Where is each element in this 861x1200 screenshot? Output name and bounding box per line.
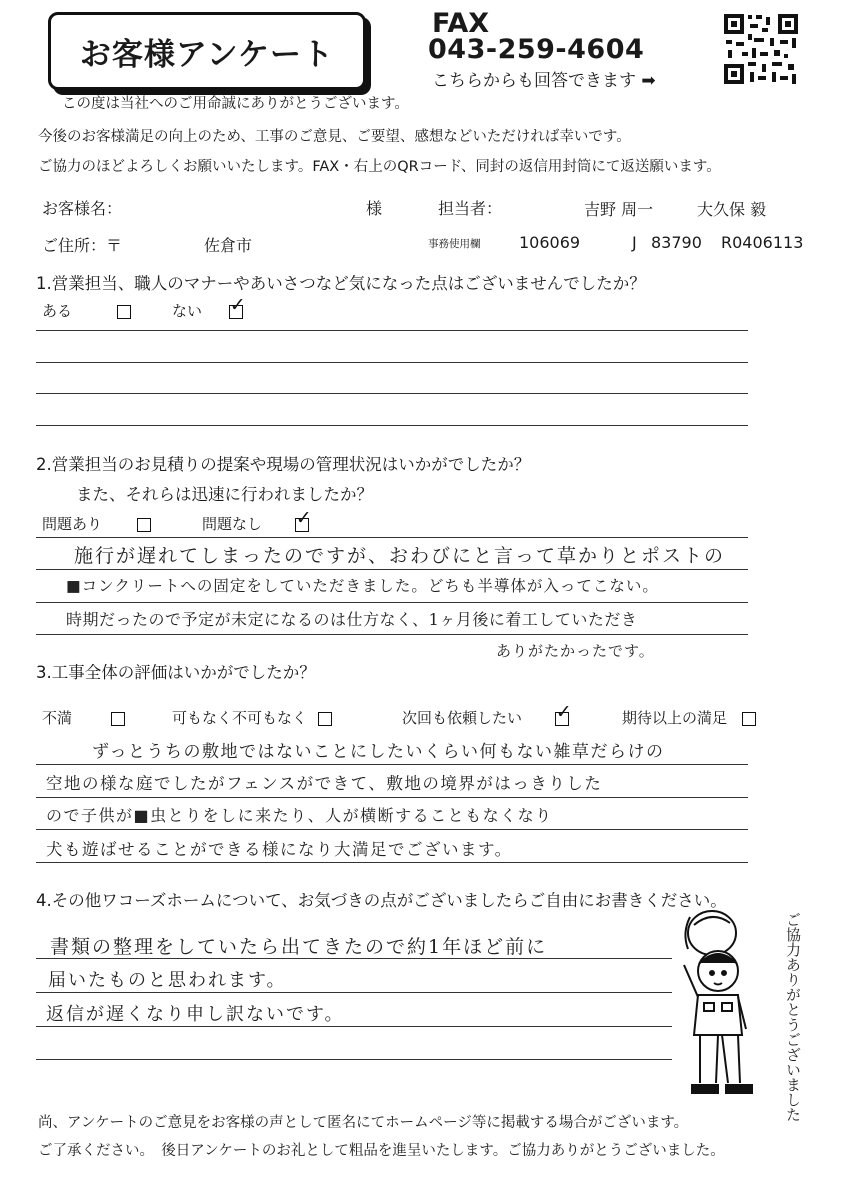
q2-answer-line-3 bbox=[36, 602, 748, 603]
q4-answer-3: 返信が遅くなり申し訳ないです。 bbox=[46, 1004, 345, 1025]
q3-answer-3: ので子供が■虫とりをしに来たり、人が横断することもなくなり bbox=[46, 806, 553, 825]
q1-answer-line-3 bbox=[36, 393, 748, 394]
intro-line-2: 今後のお客様満足の向上のため、工事のご意見、ご要望、感想などいただければ幸いです。 bbox=[38, 129, 631, 145]
office-code: J bbox=[632, 233, 637, 252]
q1-answer-line-1 bbox=[36, 330, 748, 331]
q3-option-neutral[interactable] bbox=[172, 707, 332, 728]
address-label: ご住所：〒 bbox=[42, 236, 123, 255]
q3-checkbox-neutral[interactable] bbox=[318, 712, 332, 726]
q2-answer-line-1 bbox=[36, 537, 748, 538]
q4-question: 4.その他ワコーズホームについて、お気づきの点がございましたらご自由にお書きください。 bbox=[36, 891, 727, 910]
q1-answer-line-4 bbox=[36, 425, 748, 426]
address-city: 佐倉市 bbox=[204, 236, 253, 255]
q3-answer-line-4 bbox=[36, 862, 748, 863]
q4-answer-line-3 bbox=[36, 1026, 672, 1027]
intro-line-1: この度は当社へのご用命誠にありがとうございます。 bbox=[62, 96, 409, 112]
q3-option-neutral-label: 可もなく不可もなく bbox=[172, 709, 308, 727]
q2-option-no-problem[interactable] bbox=[202, 513, 309, 534]
q3-answer-1: ずっとうちの敷地ではないことにしたいくらい何もない雑草だらけの bbox=[92, 742, 665, 762]
q1-question: 1.営業担当、職人のマナーやあいさつなど気になった点はございませんでしたか？ bbox=[36, 274, 646, 293]
footer-line-1: 尚、アンケートのご意見をお客様の声として匿名にてホームページ等に掲載する場合がございます。 bbox=[38, 1115, 689, 1131]
q2-checkbox-problem[interactable] bbox=[137, 518, 151, 532]
q3-checkbox-exceeded[interactable] bbox=[742, 712, 756, 726]
q2-checkbox-no-problem[interactable] bbox=[295, 518, 309, 532]
q3-option-dissatisfied[interactable] bbox=[42, 707, 125, 728]
q2-answer-line-4 bbox=[36, 634, 748, 635]
worker-mascot-icon bbox=[672, 905, 772, 1105]
q2-question: 2.営業担当のお見積りの提案や現場の管理状況はいかがでしたか？ bbox=[36, 455, 531, 474]
staff-name-1: 吉野 周一 bbox=[584, 200, 654, 219]
customer-name-label: お客様名： bbox=[42, 199, 123, 218]
q3-option-exceeded-label: 期待以上の満足 bbox=[622, 709, 728, 727]
qr-code-icon bbox=[722, 12, 800, 86]
q2-answer-1: 施行が遅れてしまったのですが、おわびにと言って草かりとポストの bbox=[74, 545, 726, 567]
q2-option-no-problem-label: 問題なし bbox=[202, 515, 263, 533]
office-use-label: 事務使用欄 bbox=[428, 238, 481, 250]
q1-option-aru-label: ある bbox=[42, 302, 73, 320]
staff-label: 担当者： bbox=[438, 199, 503, 218]
q1-option-nai[interactable] bbox=[172, 300, 243, 321]
q2-answer-4: ありがたかったです。 bbox=[496, 642, 655, 660]
office-number-1: 106069 bbox=[519, 233, 581, 252]
q2-answer-3: 時期だったので予定が未定になるのは仕方なく、1ヶ月後に着工していただき bbox=[66, 610, 638, 629]
fax-note: こちらからも回答できます ➡ bbox=[432, 71, 656, 91]
q4-answer-2: 届いたものと思われます。 bbox=[48, 970, 287, 991]
office-number-2: 83790 bbox=[651, 233, 702, 252]
q3-answer-4: 犬も遊ばせることができる様になり大満足でございます。 bbox=[46, 840, 513, 859]
q3-option-dissatisfied-label: 不満 bbox=[42, 709, 73, 727]
q3-question: 3.工事全体の評価はいかがでしたか？ bbox=[36, 663, 316, 682]
sama-label: 様 bbox=[366, 199, 383, 218]
q3-answer-line-1 bbox=[36, 764, 748, 765]
q3-option-repeat-label: 次回も依頼したい bbox=[402, 709, 523, 727]
q4-answer-line-1 bbox=[36, 958, 672, 959]
q4-answer-1: 書類の整理をしていたら出てきたので約1年ほど前に bbox=[50, 936, 548, 958]
q1-checkbox-nai[interactable] bbox=[229, 305, 243, 319]
staff-name-2: 大久保 毅 bbox=[697, 200, 767, 219]
q3-option-exceeded[interactable] bbox=[622, 707, 756, 728]
q2-option-problem-label: 問題あり bbox=[42, 515, 103, 533]
q4-answer-line-2 bbox=[36, 992, 672, 993]
q3-answer-2: 空地の様な庭でしたがフェンスができて、敷地の境界がはっきりした bbox=[46, 774, 603, 793]
q1-option-nai-label: ない bbox=[172, 302, 203, 320]
q3-checkbox-repeat[interactable] bbox=[555, 712, 569, 726]
q4-answer-line-4 bbox=[36, 1059, 672, 1060]
q2-question-sub: また、それらは迅速に行われましたか？ bbox=[76, 485, 373, 504]
fax-label: FAX bbox=[432, 8, 490, 39]
q3-answer-line-3 bbox=[36, 829, 748, 830]
q1-checkbox-aru[interactable] bbox=[117, 305, 131, 319]
q2-option-problem[interactable] bbox=[42, 513, 151, 534]
q3-answer-line-2 bbox=[36, 797, 748, 798]
intro-line-3: ご協力のほどよろしくお願いいたします。FAX・右上のQRコード、同封の返信用封筒にて返送願います。 bbox=[38, 159, 721, 175]
survey-title-box bbox=[48, 12, 366, 90]
q2-answer-2: ■コンクリートへの固定をしていただきました。どちも半導体が入ってこない。 bbox=[66, 577, 659, 595]
q3-option-repeat[interactable] bbox=[402, 707, 569, 728]
mascot-thanks-text: ご協力ありがとうございました bbox=[784, 912, 802, 1122]
qr-code[interactable] bbox=[722, 12, 800, 86]
q1-option-aru[interactable] bbox=[42, 300, 131, 321]
footer-line-2: ご了承ください。 後日アンケートのお礼として粗品を進呈いたします。ご協力ありがとうございました。 bbox=[38, 1143, 725, 1159]
q2-answer-line-2 bbox=[36, 569, 748, 570]
survey-title: お客様アンケート bbox=[79, 36, 335, 73]
office-number-3: R0406113 bbox=[721, 233, 804, 252]
fax-number: 043-259-4604 bbox=[428, 34, 645, 65]
q3-checkbox-dissatisfied[interactable] bbox=[111, 712, 125, 726]
q1-answer-line-2 bbox=[36, 362, 748, 363]
